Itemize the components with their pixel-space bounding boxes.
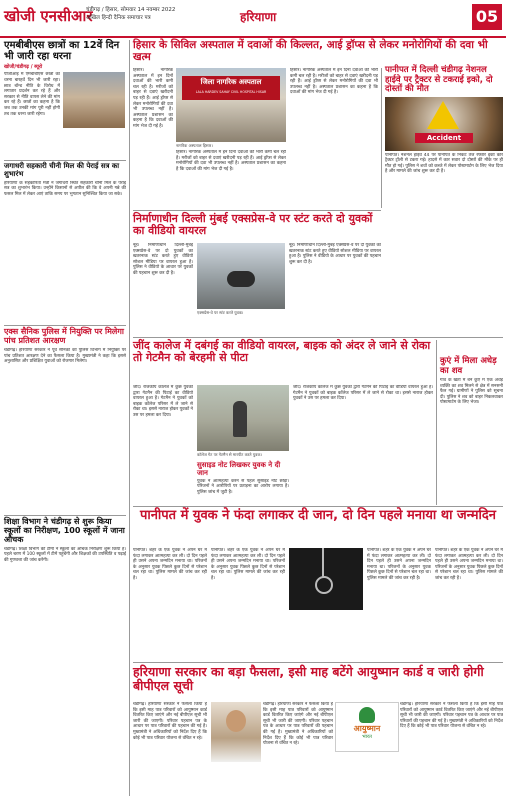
headline-ayushman: हरियाणा सरकार का बड़ा फैसला, इसी माह बटेंगे आयुष्मान कार्ड व जारी होगी बीपीएल सूची [133,664,484,693]
body-panipat-4: पानीपत। शहर के एक युवक ने अपने घर में फंदा लगाकर आत्महत्या कर ली। दो दिन पहले ही उसने अपना जन्मदिन मनाया था। परिजनों के अनुसार युवक पिछले कुछ दिनों से परेशान चल रहा था। पुलिस मामले की जांच कर रही है। [435,548,503,581]
masthead-info: चंडीगढ़ / हिसार, सोमवार 14 नवम्बर 2022 अखिल हिन्दी दैनिक समाचार पत्र [86,7,176,21]
body-expressway-1: नूंह। निर्माणाधीन दिल्ली-मुंबई एक्सप्रेस-वे पर दो युवकों का खतरनाक स्टंट करते हुए वीडियो सोशल मीडिया पर वायरल हुआ है। पुलिस ने वीडियो के आधार पर युवकों की पहचान शुरू कर दी है। [133,243,193,276]
headline-mbbs: एमबीबीएस छात्रों का 12वें दिन भी जारी रहा धरना [4,40,120,63]
article-jind [133,340,433,365]
protest-photo [63,72,125,128]
body-ayushman-1: चंडीगढ़। हरियाणा सरकार ने फैसला किया है कि इसी माह पात्र परिवारों को आयुष्मान कार्ड वितरित किए जाएंगे और नई बीपीएल सूची भी जारी की जाएगी। परिवार पहचान पत्र के आधार पर पात्र परिवारों की पहचान की गई है। मुख्यमंत्री ने अधिकारियों को निर्देश दिए हैं कि कोई भी पात्र परिवार योजना से वंचित न रहे। [133,702,207,741]
headline-suicide-note: सुसाइड नोट लिखकर युवक ने दी जान [197,461,281,477]
body-expressway-2: नूंह। निर्माणाधीन दिल्ली-मुंबई एक्सप्रेस-वे पर दो युवकों का खतरनाक स्टंट करते हुए वीडियो सोशल मीडिया पर वायरल हुआ है। पुलिस ने वीडियो के आधार पर युवकों की पहचान शुरू कर दी है। [289,243,381,265]
stunt-photo [197,243,285,309]
headline-cooperative: जगाधरी सहकारी चीनी मिल की पेराई सत्र का शुभारंभ [4,162,120,178]
body-hospital-right: हिसार। नागरिक अस्पताल में इन दिनों दवाओं की भारी कमी चल रही है। मरीजों को बाहर से दवाएं खरीदनी पड़ रही हैं। आई ड्रॉप्स से लेकर मनोरोगियों की दवा भी उपलब्ध नहीं है। अस्पताल प्रशासन का कहना है कि दवाओं की मांग भेज दी गई है। [290,68,378,96]
person-silhouette [233,401,247,437]
byline-mbbs: खोजी/चंडीगढ़ / ब्यूरो [4,64,43,71]
gateman-photo-caption: कॉलेज गेट पर गेटमैन से मारपीट करते युवक। [197,452,262,457]
hospital-sign: जिला नागरिक अस्पताल LALA HARDEV SAHAY CIVIL HOSPITAL HISAR [182,76,280,100]
article-accident [385,66,503,303]
body-panipat-3: पानीपत। शहर के एक युवक ने अपने घर में फंदा लगाकर आत्महत्या कर ली। दो दिन पहले ही उसने अपना जन्मदिन मनाया था। परिजनों के अनुसार युवक पिछले कुछ दिनों से परेशान चल रहा था। पुलिस मामले की जांच कर रही है। [367,548,431,581]
body-schools: चंडीगढ़। शिक्षा विभाग की टीमों ने स्कूलों का औचक निरीक्षण शुरू किया है। पहले चरण में 100 स्कूलों में टीमें पहुंचेंगी और शिक्षकों की उपस्थिति व पढ़ाई की गुणवत्ता की जांच करेंगी। [4,546,126,564]
headline-accident: पानीपत में दिल्ली चंडीगढ़ नेशनल हाईवे पर ट्रैक्टर से टकराई इको, दो दोस्तों की मौत [385,65,493,95]
lotus-icon [359,707,375,723]
headline-jind: जींद कालेज में दबंगई का वीडियो वायरल, बाइक को अंदर ले जाने से रोका तो गेटमैन को बेरहमी से पीटा [133,339,431,365]
gateman-photo [197,385,289,451]
body-jind-1: जींद। राजकीय कॉलेज में कुछ युवकों द्वारा गेटमैन की पिटाई का वीडियो वायरल हुआ है। गेटमैन ने युवकों को बाइक कॉलेज परिसर में ले जाने से रोका था। इससे नाराज होकर युवकों ने उस पर हमला कर दिया। [133,385,193,418]
hospital-photo [176,68,286,142]
body-cooperative: हरियाणा के सहकारिता मंत्री ने जगाधरी स्थित सहकारी चीनी मिल के पेराई सत्र का शुभारंभ किया। उन्होंने किसानों से अपील की कि वे अपनी गन्ने की फसल मिल में लेकर आएं ताकि समय पर भुगतान सुनिश्चित किया जा सके। [4,180,126,197]
article-cooperative [4,163,126,331]
article-kuttu [440,357,503,488]
cm-portrait [211,702,261,762]
headline-panipat: पानीपत में युवक ने फंदा लगाकर दी जान, दो दिन पहले मनाया था जन्मदिन [139,508,497,523]
ayushman-logo-text: आयुष्मान [353,724,381,733]
article-panipat [133,509,503,524]
body-accident: पानीपत। नेशनल हाईवे 44 पर पानीपत के निकट तेज रफ्तार इको कार ट्रैक्टर ट्रॉली से टकरा गई। हादसे में कार सवार दो दोस्तों की मौके पर ही मौत हो गई। पुलिस ने शवों को कब्जे में लेकर पोस्टमार्टम के लिए भेज दिया है और मामले की जांच शुरू कर दी है। [385,152,503,175]
ayushman-logo [335,702,399,752]
stunt-photo-caption: एक्सप्रेस-वे पर स्टंट करते युवक। [197,310,244,315]
article-ayushman [133,665,503,693]
accident-graphic [385,97,503,151]
article-schools [4,518,126,767]
headline-hospital: हिसार के सिविल अस्पताल में दवाओं की किल्लत, आई ड्रॉप्स से लेकर मनोरोगियों की दवा भी खत्म [133,39,488,63]
headline-haryana-police: एक्स सैनिक पुलिस में नियुक्ति पर मिलेगा पांच प्रतिशत आरक्षण [4,327,124,345]
body-ayushman-3: चंडीगढ़। हरियाणा सरकार ने फैसला किया है कि इसी माह पात्र परिवारों को आयुष्मान कार्ड वितरित किए जाएंगे और नई बीपीएल सूची भी जारी की जाएगी। परिवार पहचान पत्र के आधार पर पात्र परिवारों की पहचान की गई है। मुख्यमंत्री ने अधिकारियों को निर्देश दिए हैं कि कोई भी पात्र परिवार योजना से वंचित न रहे। [400,702,503,730]
headline-kuttu: कुएं में मिला अधेड़ का शव [440,356,497,376]
newspaper-logo: खोजी एनसीआर [4,7,93,25]
portrait-head [226,710,246,732]
headline-expressway: निर्माणाधीन दिल्ली मुंबई एक्सप्रेस-वे पर स्टंट करते दो युवकों का वीडियो वायरल [133,212,373,238]
body-panipat-1: पानीपत। शहर के एक युवक ने अपने घर में फंदा लगाकर आत्महत्या कर ली। दो दिन पहले ही उसने अपना जन्मदिन मनाया था। परिजनों के अनुसार युवक पिछले कुछ दिनों से परेशान चल रहा था। पुलिस मामले की जांच कर रही है। [133,548,207,581]
page-number: 05 [472,4,502,30]
ayushman-logo-sub: भारत [362,734,372,740]
body-panipat-2: पानीपत। शहर के एक युवक ने अपने घर में फंदा लगाकर आत्महत्या कर ली। दो दिन पहले ही उसने अपना जन्मदिन मनाया था। परिजनों के अनुसार युवक पिछले कुछ दिनों से परेशान चल रहा था। पुलिस मामले की जांच कर रही है। [211,548,285,581]
headline-schools: शिक्षा विभाग ने चंडीगढ़ से शुरू किया स्कूलों का निरीक्षण, 100 स्कूलों में जाना औचक [4,517,125,544]
section-title: हरियाणा [240,10,277,24]
body-ayushman-2: चंडीगढ़। हरियाणा सरकार ने फैसला किया है कि इसी माह पात्र परिवारों को आयुष्मान कार्ड वितरित किए जाएंगे और नई बीपीएल सूची भी जारी की जाएगी। परिवार पहचान पत्र के आधार पर पात्र परिवारों की पहचान की गई है। मुख्यमंत्री ने अधिकारियों को निर्देश दिए हैं कि कोई भी पात्र परिवार योजना से वंचित न रहे। [263,702,333,747]
article-expressway [133,213,381,238]
body-hospital-left: हिसार। नागरिक अस्पताल में इन दिनों दवाओं की भारी कमी चल रही है। मरीजों को बाहर से दवाएं खरीदनी पड़ रही हैं। आई ड्रॉप्स से लेकर मनोरोगियों की दवा भी उपलब्ध नहीं है। अस्पताल प्रशासन का कहना है कि दवाओं की मांग भेज दी गई है। [133,68,173,129]
body-kuttu: गांव के खेतों में बने कुएं में एक अधेड़ व्यक्ति का शव मिलने से क्षेत्र में सनसनी फैल गई। ग्रामीणों ने पुलिस को सूचना दी। पुलिस ने शव को बाहर निकलवाकर पोस्टमार्टम के लिए भेजा। [440,378,503,406]
warning-triangle-icon [427,101,459,129]
body-suicide-note: युवक ने आत्महत्या करने से पहले सुसाइड नोट छोड़ा। परिजनों ने आरोपियों पर प्रताड़ना का आरोप लगाया है। पुलिस जांच में जुटी है। [197,478,289,495]
bike-silhouette [227,271,255,287]
body-mbbs: पीजीआई में एमबीबीएस छात्रों का धरना बारहवें दिन भी जारी रहा। छात्र बॉन्ड नीति के विरोध में लगातार प्रदर्शन कर रहे हैं और सरकार से नीति वापस लेने की मांग कर रहे हैं। छात्रों का कहना है कि जब तक उनकी मांग पूरी नहीं होगी तब तक धरना जारी रहेगा। [4,72,60,117]
noose-photo [289,548,363,610]
article-mbbs [4,40,126,128]
accident-label: Accident [415,133,473,143]
hospital-photo-caption: नागरिक अस्पताल हिसार। [176,143,213,148]
article-hospital [133,40,503,64]
body-haryana-police: चंडीगढ़। हरियाणा सरकार ने पूर्व सैनिकों को पुलिस विभाग में नियुक्ति पर पांच प्रतिशत आरक्षण देने का फैसला किया है। मुख्यमंत्री ने कहा कि इससे अनुशासित और प्रशिक्षित युवाओं को रोजगार मिलेगा। [4,347,126,365]
article-suicide-note [197,462,289,507]
masthead [0,0,506,38]
body-jind-2: जींद। राजकीय कॉलेज में कुछ युवकों द्वारा गेटमैन की पिटाई का वीडियो वायरल हुआ है। गेटमैन ने युवकों को बाइक कॉलेज परिसर में ले जाने से रोका था। इससे नाराज होकर युवकों ने उस पर हमला कर दिया। [293,385,433,402]
noose-icon [322,548,324,578]
body-hospital-bottom: हिसार। नागरिक अस्पताल में इन दिनों दवाओं की भारी कमी चल रही है। मरीजों को बाहर से दवाएं खरीदनी पड़ रही हैं। आई ड्रॉप्स से लेकर मनोरोगियों की दवा भी उपलब्ध नहीं है। अस्पताल प्रशासन का कहना है कि दवाओं की मांग भेज दी गई है। [176,150,286,172]
article-haryana-police [4,328,126,508]
